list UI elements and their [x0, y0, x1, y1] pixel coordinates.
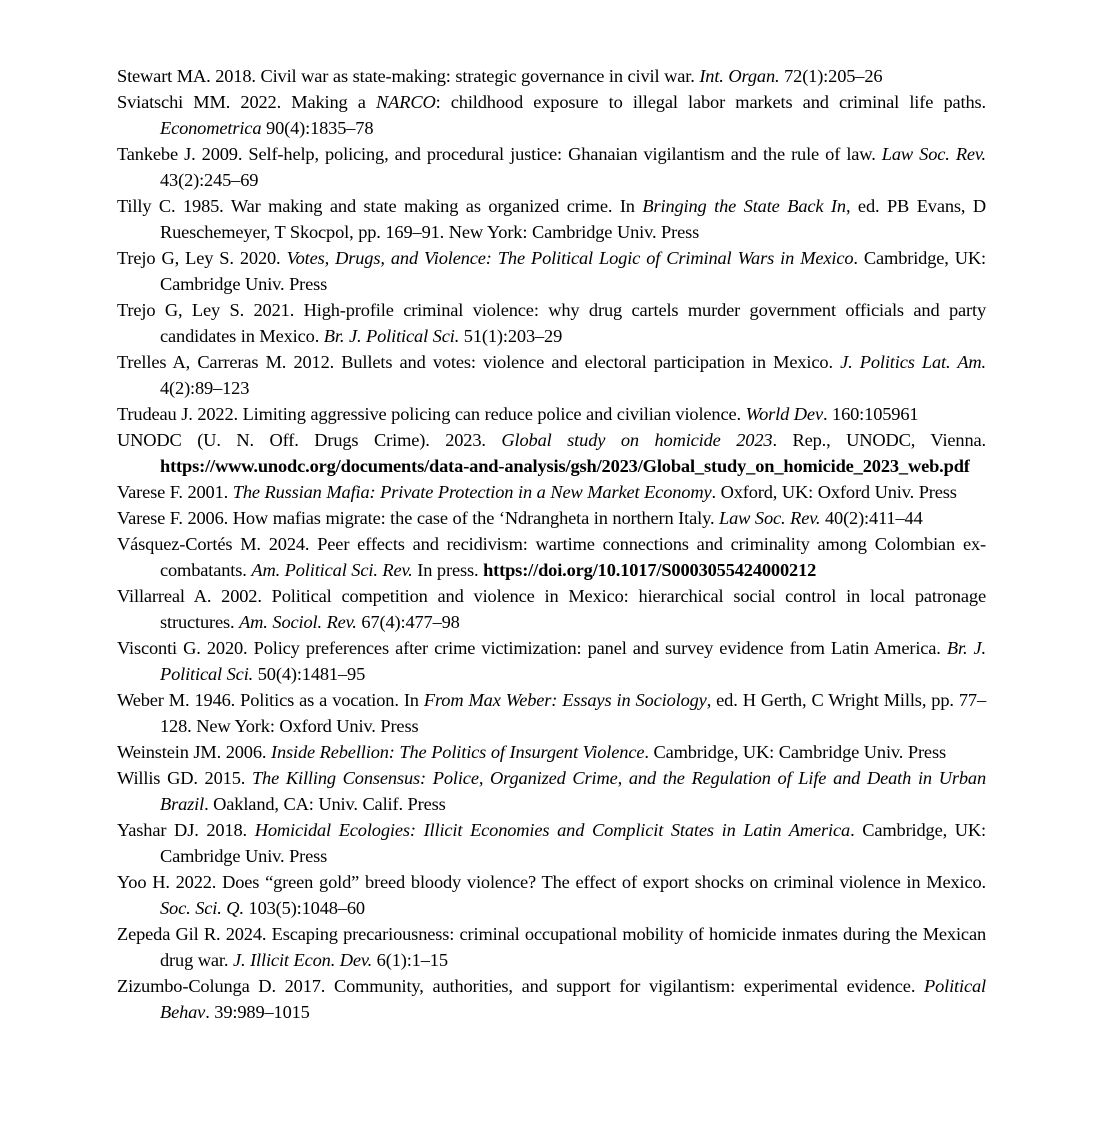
reference-journal-or-title: Soc. Sci. Q. [160, 898, 244, 918]
reference-text: UNODC (U. N. Off. Drugs Crime). 2023. [117, 430, 502, 450]
reference-text: Tilly C. 1985. War making and state making as organized crime. In [117, 196, 643, 216]
reference-journal-or-title: Br. J. Political Sci. [323, 326, 460, 346]
reference-text: Varese F. 2006. How mafias migrate: the case of the ‘Ndrangheta in northern Italy. [117, 508, 720, 528]
reference-text: . 39:989–1015 [205, 1002, 310, 1022]
reference-text: Stewart MA. 2018. Civil war as state-making: strategic governance in civil war. [117, 66, 700, 86]
reference-entry [117, 193, 986, 245]
reference-text: Trudeau J. 2022. Limiting aggressive policing can reduce police and civilian violence. [117, 404, 746, 424]
reference-text: Trelles A, Carreras M. 2012. Bullets and votes: violence and electoral participation in Mexico. [117, 352, 841, 372]
reference-text: Visconti G. 2020. Policy preferences after crime victimization: panel and survey evidence from Latin America. [117, 638, 947, 658]
reference-text: Yoo H. 2022. Does “green gold” breed bloody violence? The effect of export shocks on criminal violence in Mexico. [117, 872, 986, 892]
reference-text: 67(4):477–98 [356, 612, 460, 632]
reference-text: , ed. PB Evans, D Rueschemeyer, T Skocpol, pp. 169–91. New York: Cambridge Univ. Press [160, 196, 987, 242]
reference-journal-or-title: Int. Organ. [699, 66, 780, 86]
reference-journal-or-title: Am. Sociol. Rev. [239, 612, 357, 632]
reference-entry [117, 349, 986, 401]
reference-journal-or-title: Law Soc. Rev. [719, 508, 821, 528]
reference-link[interactable]: https://www.unodc.org/documents/data-and-analysis/gsh/2023/Global_study_on_homicide_2023_web.pdf [160, 456, 970, 476]
reference-text: . Cambridge, UK: Cambridge Univ. Press [160, 248, 987, 294]
reference-journal-or-title: Political Behav [160, 976, 986, 1022]
reference-text: Yashar DJ. 2018. [117, 820, 255, 840]
reference-entry [117, 531, 986, 583]
reference-text: Tankebe J. 2009. Self-help, policing, and procedural justice: Ghanaian vigilantism and the rule of law. [117, 144, 882, 164]
reference-journal-or-title: From Max Weber: Essays in Sociology [423, 690, 707, 710]
reference-journal-or-title: J. Illicit Econ. Dev. [232, 950, 373, 970]
reference-journal-or-title: The Russian Mafia: Private Protection in a New Market Economy [232, 482, 712, 502]
reference-text: Varese F. 2001. [117, 482, 233, 502]
reference-text: , ed. H Gerth, C Wright Mills, pp. 77–128. New York: Oxford Univ. Press [160, 690, 986, 736]
reference-text: . Oxford, UK: Oxford Univ. Press [711, 482, 957, 502]
reference-entry [117, 479, 986, 505]
reference-entry [117, 245, 986, 297]
reference-link[interactable]: https://doi.org/10.1017/S0003055424000212 [483, 560, 817, 580]
reference-text: Vásquez-Cortés M. 2024. Peer effects and recidivism: wartime connections and criminality among Colombian ex-combatants. [117, 534, 986, 580]
reference-journal-or-title: The Killing Consensus: Police, Organized Crime, and the Regulation of Life and Death in Urban Brazil [160, 768, 986, 814]
reference-text: . 160:105961 [822, 404, 919, 424]
reference-journal-or-title: Econometrica [160, 118, 262, 138]
reference-entry [117, 635, 986, 687]
reference-text: . Cambridge, UK: Cambridge Univ. Press [160, 820, 986, 866]
reference-journal-or-title: Bringing the State Back In [642, 196, 846, 216]
reference-text: 6(1):1–15 [372, 950, 448, 970]
reference-entry [117, 583, 986, 635]
reference-text: Weber M. 1946. Politics as a vocation. In [117, 690, 424, 710]
reference-text: Sviatschi MM. 2022. Making a [117, 92, 377, 112]
reference-text: Trejo G, Ley S. 2020. [117, 248, 287, 268]
reference-entry [117, 297, 986, 349]
reference-text: Zizumbo-Colunga D. 2017. Community, authorities, and support for vigilantism: experimental evidence. [117, 976, 924, 996]
reference-text: . Oakland, CA: Univ. Calif. Press [204, 794, 446, 814]
reference-text: 40(2):411–44 [820, 508, 923, 528]
reference-entry [117, 63, 986, 89]
reference-text: 4(2):89–123 [160, 378, 250, 398]
reference-text: Villarreal A. 2002. Political competition and violence in Mexico: hierarchical social control in local patronage structures. [117, 586, 986, 632]
reference-journal-or-title: Inside Rebellion: The Politics of Insurgent Violence [270, 742, 645, 762]
references-list [117, 63, 986, 1025]
reference-entry [117, 973, 986, 1025]
reference-entry [117, 739, 986, 765]
reference-entry [117, 869, 986, 921]
reference-text: : childhood exposure to illegal labor markets and criminal life paths. [435, 92, 986, 112]
reference-text: Weinstein JM. 2006. [117, 742, 271, 762]
reference-text: . Cambridge, UK: Cambridge Univ. Press [644, 742, 946, 762]
reference-text: 90(4):1835–78 [261, 118, 374, 138]
reference-text: 50(4):1481–95 [253, 664, 366, 684]
reference-text: Trejo G, Ley S. 2021. High-profile criminal violence: why drug cartels murder government officials and party candidates in Mexico. [117, 300, 986, 346]
reference-text: 43(2):245–69 [160, 170, 259, 190]
reference-entry [117, 921, 986, 973]
reference-entry [117, 817, 986, 869]
reference-entry [117, 765, 986, 817]
reference-entry [117, 687, 986, 739]
reference-entry [117, 141, 986, 193]
reference-text: 51(1):203–29 [459, 326, 563, 346]
reference-entry [117, 89, 986, 141]
reference-journal-or-title: Br. J. Political Sci. [160, 638, 987, 684]
reference-journal-or-title: Votes, Drugs, and Violence: The Political Logic of Criminal Wars in Mexico [286, 248, 854, 268]
reference-journal-or-title: World Dev [745, 404, 823, 424]
reference-entry [117, 505, 986, 531]
reference-journal-or-title: Homicidal Ecologies: Illicit Economies and Complicit States in Latin America [254, 820, 851, 840]
reference-journal-or-title: Am. Political Sci. Rev. [251, 560, 413, 580]
reference-journal-or-title: Law Soc. Rev. [881, 144, 987, 164]
reference-text: Zepeda Gil R. 2024. Escaping precariousness: criminal occupational mobility of homicide inmates during the Mexican drug war. [117, 924, 986, 970]
reference-entry [117, 401, 986, 427]
reference-entry [117, 427, 986, 479]
reference-journal-or-title: J. Politics Lat. Am. [840, 352, 986, 372]
reference-journal-or-title: Global study on homicide 2023 [501, 430, 773, 450]
reference-text: 103(5):1048–60 [243, 898, 365, 918]
reference-journal-or-title: NARCO [376, 92, 436, 112]
reference-text: . Rep., UNODC, Vienna. [772, 430, 986, 450]
reference-text: Willis GD. 2015. [117, 768, 252, 788]
reference-text: In press. [412, 560, 484, 580]
reference-text: 72(1):205–26 [779, 66, 883, 86]
